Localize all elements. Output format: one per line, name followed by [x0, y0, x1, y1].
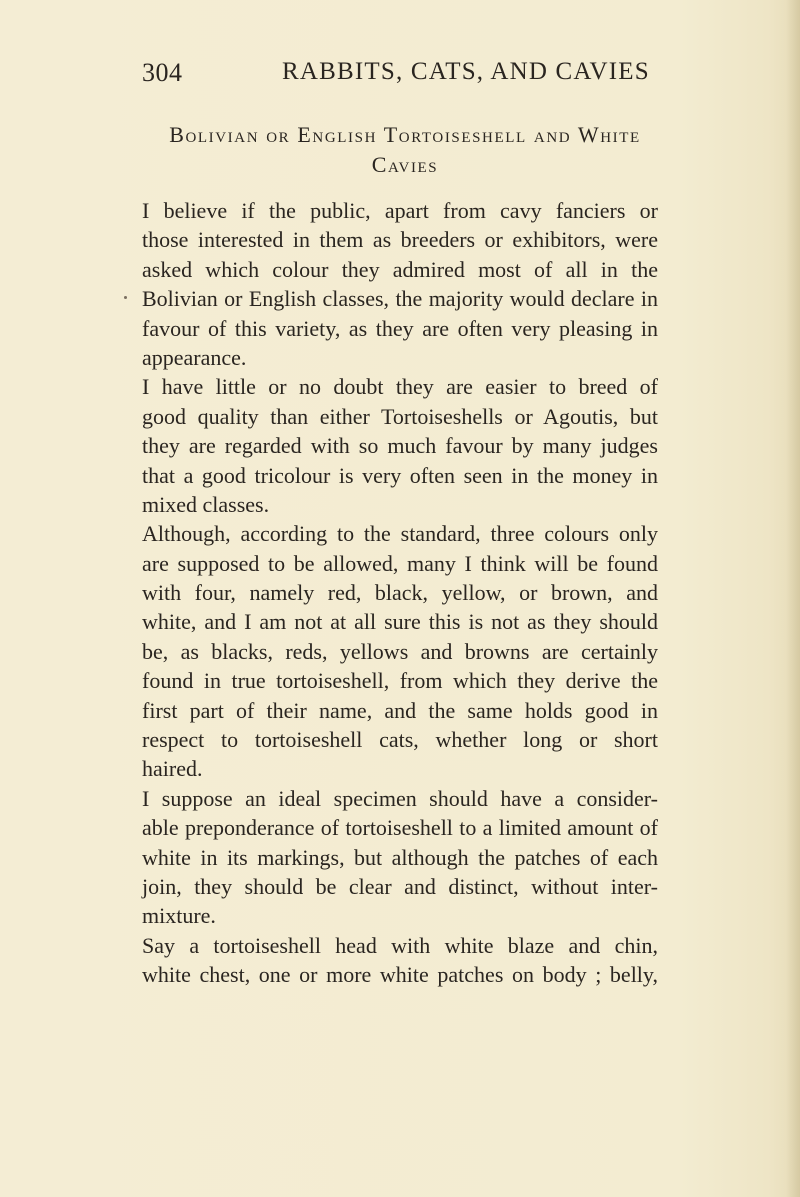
- text-line: those interested in them as breeders or exhibitors, were: [142, 227, 658, 253]
- text-line: be, as blacks, reds, yellows and browns are certainly: [142, 638, 658, 664]
- text-line: favour of this variety, as they are often very pleasing in: [142, 315, 658, 341]
- text-line: able preponderance of tortoiseshell to a limited amount of: [142, 815, 658, 841]
- text-line: white, and I am not at all sure this is not as they should: [142, 609, 658, 635]
- text-line: that a good tricolour is very often seen in the money in: [142, 462, 658, 488]
- running-head: [142, 58, 662, 98]
- text-line: found in true tortoiseshell, from which they derive the: [142, 668, 658, 694]
- text-line: join, they should be clear and distinct, without inter-: [142, 873, 658, 899]
- text-line: I suppose an ideal specimen should have a consider-: [142, 785, 658, 811]
- text-line: haired.: [142, 756, 203, 782]
- page-edge-shadow: [786, 0, 800, 1197]
- section-heading: [140, 120, 670, 180]
- text-line: asked which colour they admired most of all in the: [142, 256, 658, 282]
- running-title: RABBITS, CATS, AND CAVIES: [282, 58, 650, 85]
- text-line: Say a tortoiseshell head with white blaze and chin,: [142, 932, 658, 958]
- text-line: with four, namely red, black, yellow, or brown, and: [142, 580, 658, 606]
- text-line: mixture.: [142, 903, 216, 929]
- text-line: I believe if the public, apart from cavy fanciers or: [142, 198, 658, 223]
- text-line: they are regarded with so much favour by many judges: [142, 433, 658, 459]
- text-line: mixed classes.: [142, 491, 270, 517]
- text-line: white in its markings, but although the patches of each: [142, 844, 658, 870]
- text-line: Although, according to the standard, three colours only: [142, 521, 658, 547]
- section-heading-line-1: Bolivian or English Tortoiseshell and White: [169, 122, 641, 147]
- text-line: respect to tortoiseshell cats, whether long or short: [142, 727, 658, 753]
- body-text: [142, 196, 658, 990]
- text-line: are supposed to be allowed, many I think will be found: [142, 550, 658, 576]
- text-line: white chest, one or more white patches on body ; belly,: [142, 962, 658, 988]
- text-line: good quality than either Tortoiseshells or Agoutis, but: [142, 403, 658, 429]
- text-line: Bolivian or English classes, the majority would declare in: [142, 286, 658, 312]
- text-line: I have little or no doubt they are easier to breed of: [142, 374, 658, 400]
- print-speck: [124, 296, 127, 299]
- page-number: 304: [142, 58, 183, 87]
- text-line: first part of their name, and the same holds good in: [142, 697, 658, 723]
- text-line: appearance.: [142, 344, 247, 370]
- section-heading-line-2: Cavies: [371, 152, 439, 177]
